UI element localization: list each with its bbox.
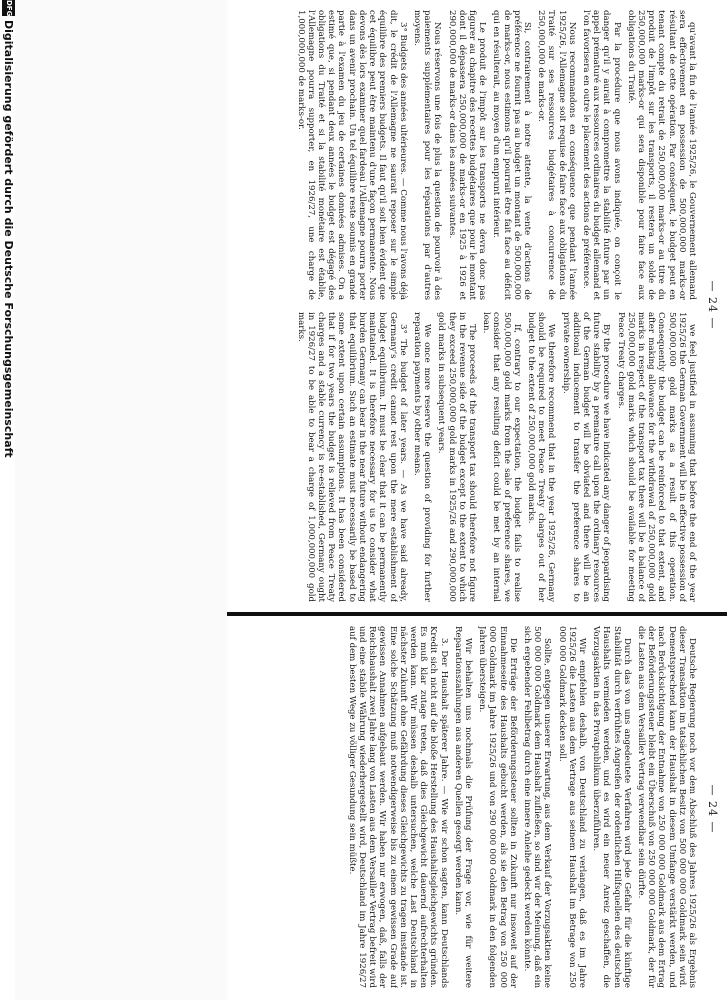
german-column	[237, 626, 697, 988]
french-paragraph: Si, contrairement à notre attente, la vente d'actions de préférence ne fournit pas au budget un montant de 500,000,000 de marks-or, nous estimons qu'il pourrait être fait face au déficit qui en résulterait, au moyen d'un emprunt intérieur.	[491, 10, 532, 300]
english-paragraph: we feel justified in assuming that before the end of the year 1925/26 the German Government will be in effective possession of 500,000,000 gold marks as a result of this operation. Consequently the budget can be reinforced to that extent, and after making allowance for the withdrawal of 250,000,000 gold marks in respect of the transport tax there will be a balance of 250,000,000 gold marks which should be available for meeting Peace Treaty charges.	[615, 312, 697, 602]
right-page	[227, 618, 727, 1000]
french-paragraph: Nous recommandons en conséquence que pendant l'année 1925/26, l'Allemagne soit requise de faire face aux obligations du Traité sur ses ressources budgétaires à concurrence de 250,000,000 de marks-or.	[536, 10, 577, 300]
left-page-number: — 24 —	[706, 280, 719, 330]
german-paragraph: Durch das von uns angedeutete Verfahren wird jede Gefahr für die künftige Stabilität durch verfrühtes Angreifen der ordentlichen Hilfsquellen des deutschen Haushalts vermieden werden, und es wird ein neuer Anreiz geschaffen, die Vorzugsaktien in das Privatpublikum überzuführen.	[591, 626, 632, 988]
french-paragraph: Le produit de l'impôt sur les transports ne devra donc pas figurer au chapitre des recettes budgétaires que pour le montant dont il dépassera 250,000,000 de marks-or en 1925 à 1926 et 290,000,000 de marks-or dans les années suivantes.	[446, 10, 488, 300]
german-paragraph: Die Erträge der Beförderungssteuer sollten in Zukunft nur insoweit auf der Einnahmeseite des Haushalts gebucht werden, als sie den Betrag von 250 000 000 Goldmark im Jahre 1925/26 und von 290 000 000 Goldmark in den folgenden Jahren übersteigen.	[477, 626, 518, 988]
english-paragraph: We once more reserve the question of providing for further reparation payments by other means.	[411, 312, 433, 602]
blank-lower-area	[0, 0, 227, 1000]
english-paragraph: The proceeds of the transport tax should therefore not figure in the revenue side of the budget except to the extent to which they exceed 250,000,000 gold marks in 1925/26 and 290,000,000 gold marks in subsequent years.	[436, 312, 477, 602]
digitization-footer	[0, 0, 15, 1000]
french-paragraph: Nous réservons une fois de plus la question de pourvoir à des paiements supplémentaires pour les réparations par d'autres moyens.	[411, 10, 443, 300]
german-paragraph: Deutsche Regierung noch vor dem Abschluß des Jahres 1925/26 als Ergebnis dieser Transaktion im tatsächlichen Besitz von 500 000 000 Goldmark sein wird. Dementsprechend kann der Haushalt in diesem Umfange verstärkt werden, und nach Berücksichtigung der Entnahme von 250 000 000 Goldmark aus dem Ertrag der Beförderungssteuer bleibt ein Überschuß von 250 000 000 Goldmark, der für die Lasten aus dem Versailler Vertrag verwendbar sein dürfte.	[635, 626, 697, 988]
french-column	[237, 10, 697, 300]
german-paragraph: Wir empfehlen deshalb, von Deutschland zu verlangen, daß es im Jahre 1925/26 die Lasten aus dem Vertrage aus seinem Haushalt im Betrage von 250 000 000 Goldmark decken soll.	[556, 626, 587, 988]
german-paragraph: Wir behalten uns nochmals die Prüfung der Frage vor, wie für weitere Reparationszahlungen aus anderen Quellen gesorgt werden kann.	[452, 626, 473, 988]
french-paragraph: Par la procédure que nous avons indiquée, on conçoit le danger qu'il y aurait à compromettre la stabilité future par un appel prématuré aux ressources ordinaires du budget allemand et l'on favorisera en outre le placement des actions de préférence.	[580, 10, 622, 300]
left-page	[227, 0, 727, 610]
footer-credit: Digitalisierung gefördert durch die Deutsche Forschungsgemeinschaft	[2, 20, 15, 458]
english-paragraph: By the procedure we have indicated any danger of jeopardising future stability by a premature call upon the ordinary resources of the German budget will be obviated and there will be an additional inducement to transfer the preference shares to private ownership.	[560, 312, 612, 602]
french-paragraph: 3° Budgets des années ultérieures. — Comme nous l'avons déjà dit, le crédit de l'Allemagne ne saurait reposer sur le simple équilibre des premiers budgets. Il faut qu'il soit bien évident que cet équilibre peut être maintenu d'une façon permanente. Nous devons dès lors examiner quel fardeau l'Allemagne pourra porter dans un avenir prochain. Un tel équilibre reste soumis en grande partie à l'examen du jeu de certaines données admises. On a estimé que, si pendant deux années le budget est dégagé des obligations du Traité et si la stabilité monétaire est établie, l'Allemagne pourra supporter, en 1926/27, une charge de 1,000,000,000 de marks-or.	[295, 10, 408, 300]
dfg-logo: DFG	[2, 0, 15, 16]
french-paragraph: qu'avant la fin de l'année 1925/26, le Gouvernement allemand sera effectivement en possession de 500,000,000 marks-or résultant de cette opération. Par conséquent, le budget peut en tenant compte du retrait de 250,000,000 marks-or au titre du produit de l'impôt sur les transports, il restera un solde de 250,000,000 marks-or qui sera disponible pour faire face aux obligations du Traité.	[625, 10, 697, 300]
german-paragraph: Sollte, entgegen unserer Erwartung, aus dem Verkauf der Vorzugsaktien keine 500 000 000 Goldmark dem Haushalt zufließen, so sind wir der Meinung, daß ein sich ergebender Fehlbetrag durch eine innere Anleihe gedeckt werden könnte.	[521, 626, 553, 988]
english-paragraph: If, contrary to our expectation, the budget fails to realise 500,000,000 gold marks from the sale of preference shares, we consider that any resulting deficit could be met by an internal loan.	[481, 312, 522, 602]
english-paragraph: 3° The budget of later years. — As we have said already, Germany's credit cannot rest upon the mere establishment of budget equilibrium. It must be clear that it can be permanently maintained. It is therefore necessary for us to consider what burden Germany can bear in the near future without endangering that equilibrium. Such an estimate must necessarily be based to some extent upon certain assumptions. It has been considered that if for two years the budget is relieved from Peace Treaty charges and a stable currency is re-established, Germany ought in 1926/27 to be able to bear a charge of 1,000,000,000 gold marks.	[295, 312, 408, 602]
german-paragraph: 3. Der Haushalt späterer Jahre. — Wie wir schon sagten, kann Deutschlands Kredit sich nicht auf die bloße Herstellung des Haushaltsgleichgewichts gründen. Es muß klar zutage treten, daß dies Gleichgewicht dauernd aufrechterhalten werden kann. Wir müssen deshalb untersuchen, welche Last Deutschland in nächster Zukunft ohne Gefährdung dieses Gleichgewichts zu tragen imstande ist. Eine solche Schätzung muß notwendigerweise bis zu einem gewissen Grade auf gewissen Annahmen aufgebaut werden. Wir haben nur erwogen, daß, falls der Reichshaushalt zwei Jahre lang von Lasten aus dem Versailler Vertrag befreit wird und eine stabile Währung wiederhergestellt wird, Deutschland im Jahre 1926/27 auf dem besten Wege zu völliger Gesundung sein müßte.	[346, 626, 449, 988]
right-page-number: — 24 —	[706, 784, 719, 834]
english-column	[237, 312, 697, 602]
english-paragraph: We therefore recommend that in the year 1925/26, Germany should be required to meet Peace Treaty charges out of her budget to the extent of 250,000,000 gold marks.	[525, 312, 557, 602]
